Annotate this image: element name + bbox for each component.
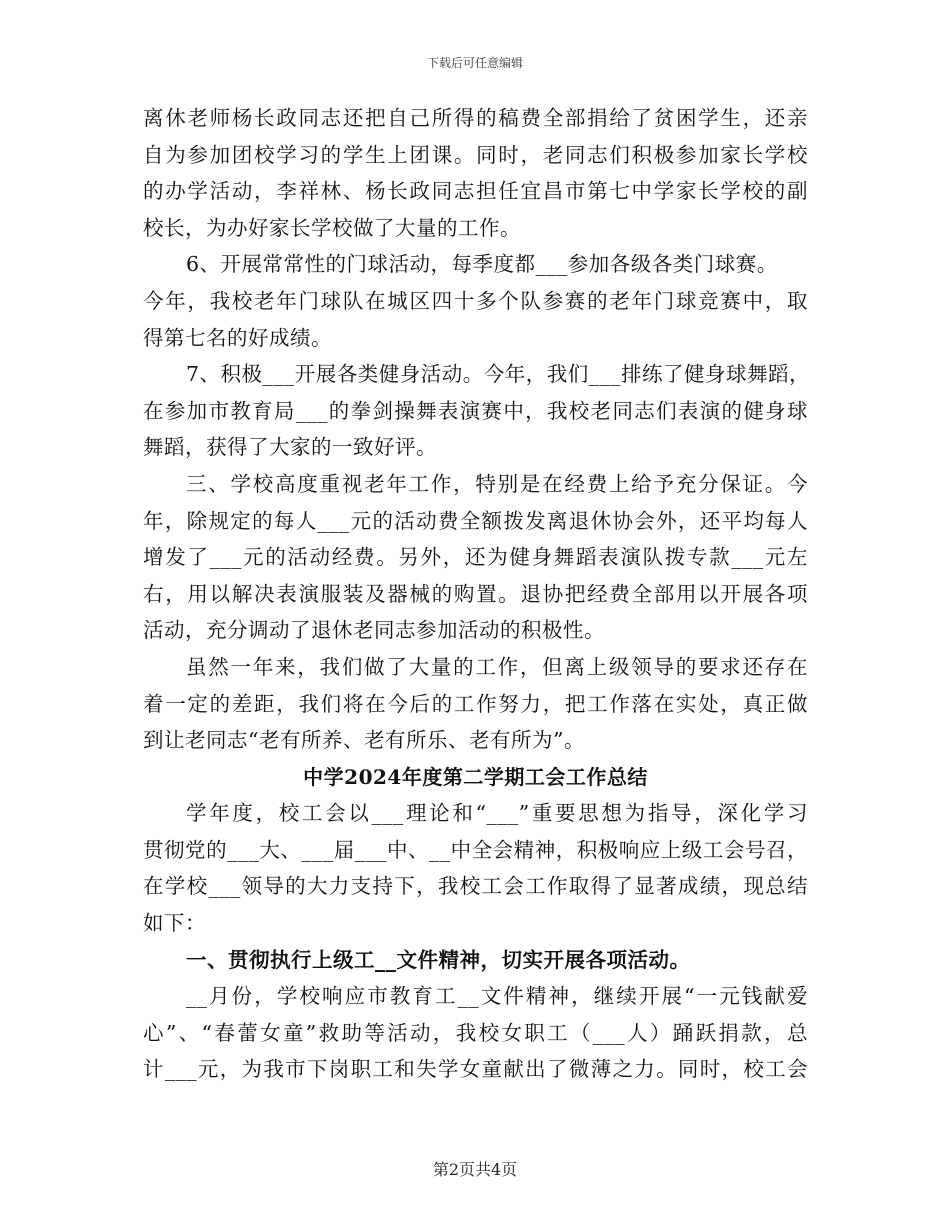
text-line: 在参加市教育局___的拳剑操舞表演赛中，我校老同志们表演的健身球 bbox=[143, 398, 808, 423]
page-footer: 第2页共4页 bbox=[432, 1160, 518, 1179]
text-line: 心”、“春蕾女童”救助等活动，我校女职工（___人）踊跃捐款，总 bbox=[143, 1020, 808, 1045]
text-line: 离休老师杨长政同志还把自己所得的稿费全部捐给了贫困学生，还亲 bbox=[143, 106, 808, 130]
text-line: 的办学活动，李祥林、杨长政同志担任宜昌市第七中学家长学校的副 bbox=[143, 179, 808, 204]
document-body bbox=[143, 100, 811, 1088]
text-line: 7、积极___开展各类健身活动。今年，我们___排练了健身球舞蹈， bbox=[186, 362, 811, 387]
section-title: 中学2024年度第二学期工会工作总结 bbox=[303, 764, 648, 789]
text-line: 着一定的差距，我们将在今后的工作努力，把工作落在实处，真正做 bbox=[143, 691, 808, 716]
text-line: 增发了___元的活动经费。另外，还为健身舞蹈表演队拨专款___元左 bbox=[143, 545, 808, 570]
text-line: 得第七名的好成绩。 bbox=[143, 325, 332, 350]
text-line: 舞蹈，获得了大家的一致好评。 bbox=[143, 435, 437, 460]
text-line: 到让老同志“老有所养、老有所乐、老有所为”。 bbox=[143, 728, 585, 753]
text-line: 6、开展常常性的门球活动，每季度都___参加各级各类门球赛。 bbox=[186, 252, 778, 277]
text-line: __月份，学校响应市教育工__文件精神，继续开展“一元钱献爱 bbox=[186, 984, 808, 1009]
text-line: 如下： bbox=[143, 911, 206, 936]
text-line: 在学校___领导的大力支持下，我校工会工作取得了显著成绩，现总结 bbox=[143, 874, 808, 899]
text-line: 一、贯彻执行上级工__文件精神，切实开展各项活动。 bbox=[186, 947, 691, 972]
text-line: 今年，我校老年门球队在城区四十多个队参赛的老年门球竞赛中，取 bbox=[143, 288, 808, 313]
text-line: 计___元，为我市下岗职工和失学女童献出了微薄之力。同时，校工会 bbox=[143, 1057, 808, 1082]
text-line: 贯彻党的___大、___届___中、__中全会精神，积极响应上级工会号召， bbox=[143, 837, 808, 862]
text-line: 活动，充分调动了退休老同志参加活动的积极性。 bbox=[143, 618, 605, 643]
text-line: 虽然一年来，我们做了大量的工作，但离上级领导的要求还存在 bbox=[186, 654, 808, 679]
text-line: 右，用以解决表演服装及器械的购置。退协把经费全部用以开展各项 bbox=[143, 581, 808, 606]
text-line: 校长，为办好家长学校做了大量的工作。 bbox=[143, 215, 521, 240]
text-line: 自为参加团校学习的学生上团课。同时，老同志们积极参加家长学校 bbox=[143, 142, 808, 167]
page-header: 下载后可任意编辑 bbox=[426, 56, 523, 70]
text-line: 年，除规定的每人___元的活动费全额拨发离退休协会外，还平均每人 bbox=[143, 508, 808, 533]
text-line: 三、学校高度重视老年工作，特别是在经费上给予充分保证。今 bbox=[186, 471, 808, 496]
text-line: 学年度，校工会以___理论和“___”重要思想为指导，深化学习 bbox=[186, 801, 808, 826]
